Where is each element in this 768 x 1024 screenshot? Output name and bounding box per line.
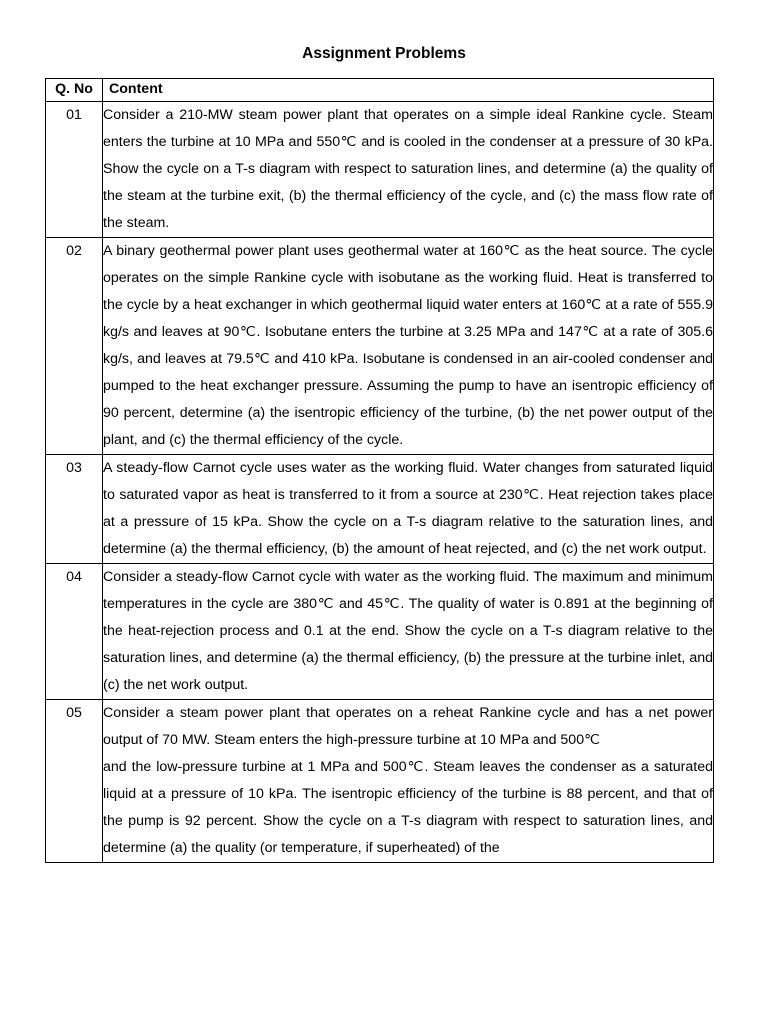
question-number: 01: [46, 102, 103, 238]
header-content: Content: [103, 79, 714, 102]
question-number: 03: [46, 455, 103, 564]
header-qno: Q. No: [46, 79, 103, 102]
question-content: Consider a 210-MW steam power plant that operates on a simple ideal Rankine cycle. Steam enters the turbine at 10 MPa and 550℃ and is cooled in the condenser at a pressure of 30 kPa. Show the cycle on a T-s diagram with respect to saturation lines, and determine (a) the quality of the steam at the turbine exit, (b) the thermal efficiency of the cycle, and (c) the mass flow rate of the steam.: [103, 102, 714, 238]
question-number: 04: [46, 564, 103, 700]
table-row: [46, 455, 714, 564]
question-content-truncated: [103, 700, 714, 863]
table-row: [46, 102, 714, 238]
question-content-line-group: Consider a steam power plant that operates on a reheat Rankine cycle and has a net power output of 70 MW. Steam enters the high-pressure turbine at 10 MPa and 500℃: [103, 705, 713, 748]
document-title: Assignment Problems: [302, 45, 466, 62]
question-content: Consider a steady-flow Carnot cycle with water as the working fluid. The maximum and minimum temperatures in the cycle are 380℃ and 45℃. The quality of water is 0.891 at the beginning of the heat-rejection process and 0.1 at the end. Show the cycle on a T-s diagram relative to the saturation lines, and determine (a) the thermal efficiency, (b) the pressure at the turbine inlet, and (c) the net work output.: [103, 564, 714, 700]
assignment-table: [45, 78, 714, 863]
table-row: [46, 238, 714, 455]
table-header-row: [46, 79, 714, 102]
table-row: [46, 700, 714, 863]
question-content-line-group: and the low-pressure turbine at 1 MPa and 500℃. Steam leaves the condenser as a saturated liquid at a pressure of 10 kPa. The isentropic efficiency of the turbine is 88 percent, and that of the pump is 92 percent. Show the cycle on a T-s diagram with respect to saturation lines, and determine (a) the quality (or temperature, if superheated) of the: [103, 759, 713, 856]
question-number: 05: [46, 700, 103, 863]
question-content: A binary geothermal power plant uses geothermal water at 160℃ as the heat source. The cycle operates on the simple Rankine cycle with isobutane as the working fluid. Heat is transferred to the cycle by a heat exchanger in which geothermal liquid water enters at 160℃ at a rate of 555.9 kg/s and leaves at 90℃. Isobutane enters the turbine at 3.25 MPa and 147℃ at a rate of 305.6 kg/s, and leaves at 79.5℃ and 410 kPa. Isobutane is condensed in an air-cooled condenser and pumped to the heat exchanger pressure. Assuming the pump to have an isentropic efficiency of 90 percent, determine (a) the isentropic efficiency of the turbine, (b) the net power output of the plant, and (c) the thermal efficiency of the cycle.: [103, 238, 714, 455]
question-content: A steady-flow Carnot cycle uses water as the working fluid. Water changes from saturated liquid to saturated vapor as heat is transferred to it from a source at 230℃. Heat rejection takes place at a pressure of 15 kPa. Show the cycle on a T-s diagram relative to the saturation lines, and determine (a) the thermal efficiency, (b) the amount of heat rejected, and (c) the net work output.: [103, 455, 714, 564]
table-row: [46, 564, 714, 700]
question-number: 02: [46, 238, 103, 455]
